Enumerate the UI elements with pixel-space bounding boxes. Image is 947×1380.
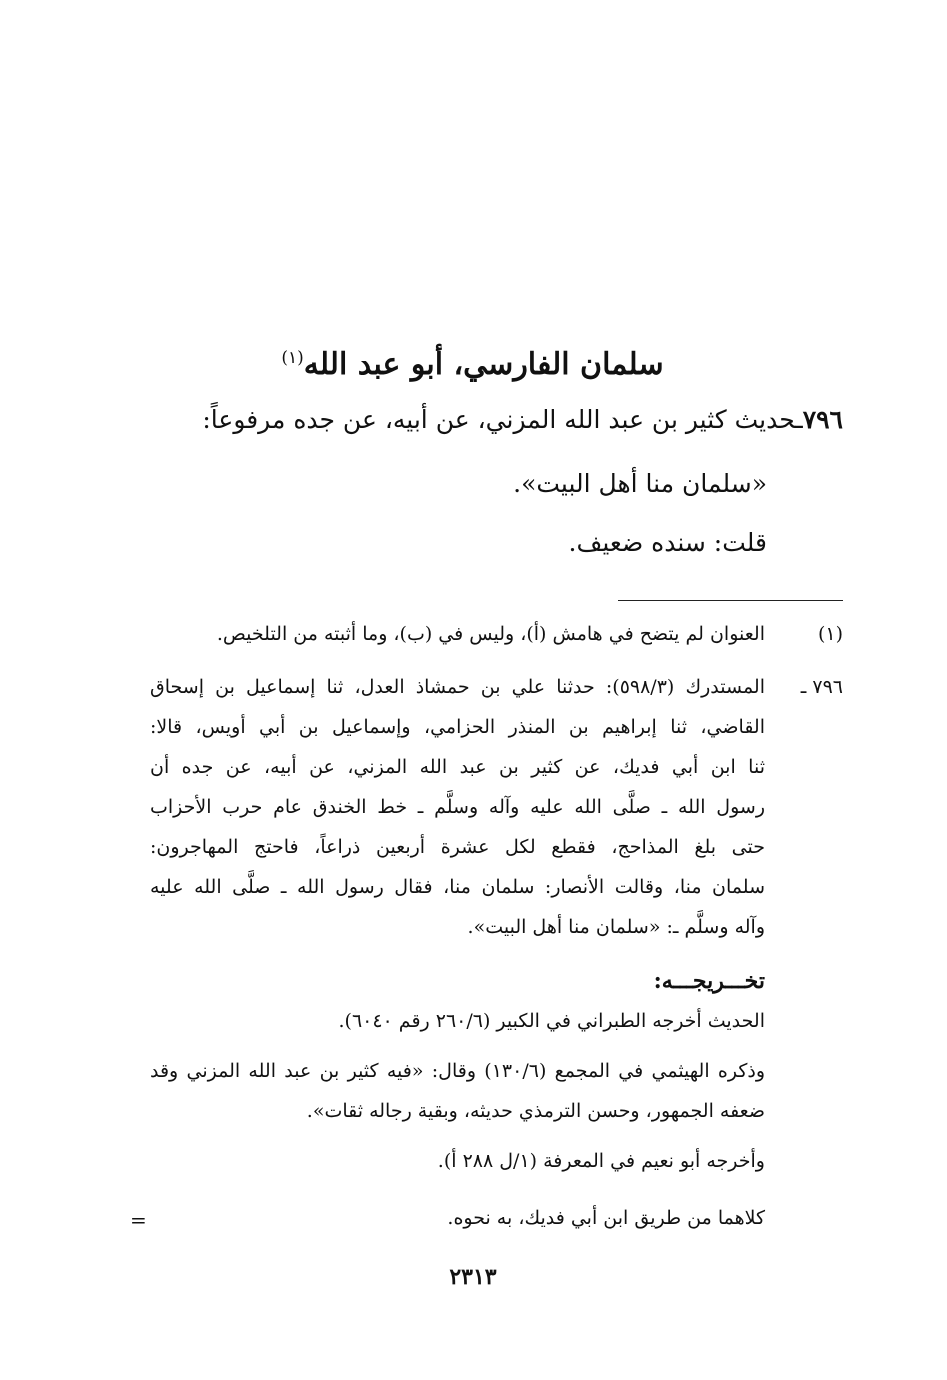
footnote-796-line: حتى بلغ المذاحج، فقطع لكل عشرة أربعين ذراعاً، فاحتج المهاجرون: bbox=[150, 836, 765, 858]
title-text: سلمان الفارسي، أبو عبد الله bbox=[303, 347, 664, 382]
footnote-1-text: العنوان لم يتضح في هامش (أ)، وليس في (ب)، وما أثبته من التلخيص. bbox=[216, 623, 765, 645]
page-number: ٢٣١٣ bbox=[449, 1264, 497, 1290]
entry-verdict: قلت: سنده ضعيف. bbox=[568, 528, 767, 557]
footnote-796-marker: ٧٩٦ ـ bbox=[800, 676, 843, 698]
takhrij-line: وأخرجه أبو نعيم في المعرفة (١/ل ٢٨٨ أ). bbox=[437, 1150, 765, 1172]
footnote-796-line: القاضي، ثنا إبراهيم بن المنذر الحزامي، وإسماعيل بن أبي أويس، قالا: bbox=[150, 716, 765, 738]
footnote-796-line: ثنا ابن أبي فديك، عن كثير بن عبد الله المزني، عن أبيه، عن جده أن bbox=[150, 756, 765, 778]
footnote-796-line: وآله وسلَّم ـ: «سلمان منا أهل البيت». bbox=[467, 916, 765, 938]
entry-number: ٧٩٦ bbox=[802, 405, 843, 434]
takhrij-heading: تخـــريجـــه: bbox=[653, 968, 765, 994]
footnote-1-marker: (١) bbox=[817, 623, 843, 645]
footnote-796-line: المستدرك (٥٩٨/٣): حدثنا علي بن حمشاذ العدل، ثنا إسماعيل بن إسحاق bbox=[150, 676, 765, 698]
takhrij-line: الحديث أخرجه الطبراني في الكبير (٢٦٠/٦ رقم ٦٠٤٠). bbox=[338, 1010, 765, 1032]
takhrij-line: وذكره الهيثمي في المجمع (١٣٠/٦) وقال: «فيه كثير بن عبد الله المزني وقد bbox=[150, 1060, 766, 1082]
page-title bbox=[150, 338, 795, 385]
continuation-mark: = bbox=[130, 1208, 147, 1232]
takhrij-line: ضعفه الجمهور، وحسن الترمذي حديثه، وبقية رجاله ثقات». bbox=[306, 1100, 765, 1122]
entry-heading-line bbox=[202, 402, 843, 438]
title-footnote-ref: (١) bbox=[281, 348, 304, 368]
footnote-796-line: رسول الله ـ صلَّى الله عليه وآله وسلَّم ـ خط الخندق عام حرب الأحزاب bbox=[150, 796, 765, 818]
entry-hadith-text: «سلمان منا أهل البيت». bbox=[513, 469, 767, 498]
takhrij-line: كلاهما من طريق ابن أبي فديك، به نحوه. bbox=[447, 1207, 765, 1229]
entry-dash: ـ bbox=[795, 405, 803, 434]
footnote-796-line: سلمان منا، وقالت الأنصار: سلمان منا، فقال رسول الله ـ صلَّى الله عليه bbox=[150, 876, 765, 898]
entry-line-1: حديث كثير بن عبد الله المزني، عن أبيه، عن جده مرفوعاً: bbox=[202, 405, 796, 434]
footnote-separator bbox=[618, 600, 843, 601]
